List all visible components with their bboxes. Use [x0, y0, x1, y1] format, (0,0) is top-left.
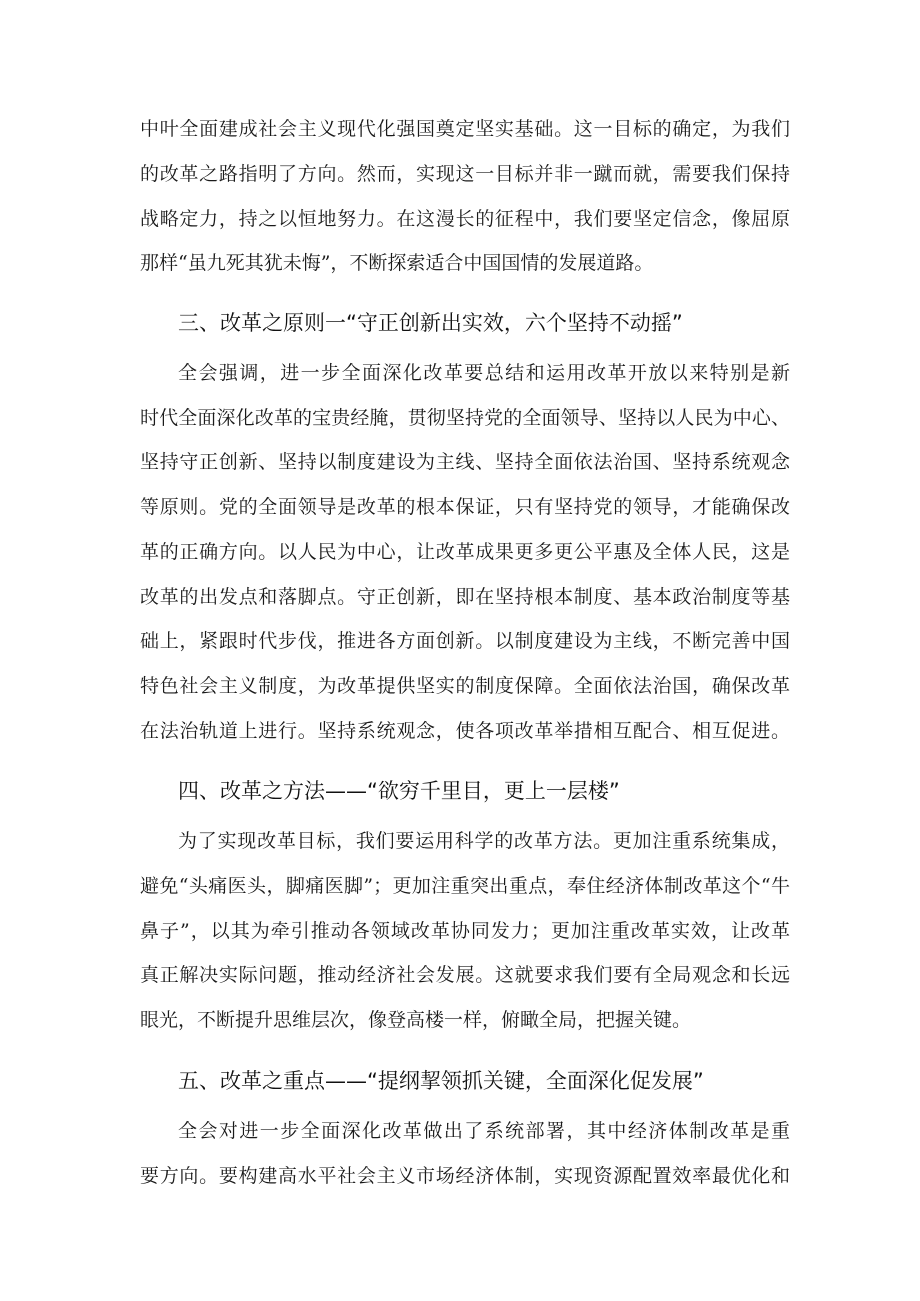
paragraph-line: 避免“头痛医头，脚痛医脚”；更加注重突出重点，奉住经济体制改革这个“牛 [140, 875, 790, 897]
paragraph-line: 那样“虽九死其犹未悔”，不断探索适合中国国情的发展道路。 [140, 252, 654, 274]
paragraph-line: 坚持守正创新、坚持以制度建设为主线、坚持全面依法治国、坚持系统观念 [140, 451, 790, 473]
paragraph-line: 革的正确方向。以人民为中心，让改革成果更多更公平惠及全体人民，这是 [140, 541, 790, 563]
paragraph-line: 中叶全面建成社会主义现代化强国奠定坚实基础。这一目标的确定，为我们 [140, 118, 790, 140]
paragraph-line: 要方向。要构建高水平社会主义市场经济体制，实现资源配置效率最优化和 [140, 1165, 790, 1187]
paragraph-line: 等原则。党的全面领导是改革的根本保证，只有坚持党的领导，才能确保改 [140, 496, 790, 518]
paragraph-line: 改革的出发点和落脚点。守正创新，即在坚持根本制度、基本政治制度等基 [140, 586, 790, 608]
paragraph-line: 础上，紧跟时代步伐，推进各方面创新。以制度建设为主线，不断完善中国 [140, 630, 790, 652]
paragraph-line: 真正解决实际问题，推动经济社会发展。这就要求我们要有全局观念和长远 [140, 964, 790, 986]
paragraph-line: 鼻子”，以其为牵引推动各领域改革协同发力；更加注重改革实效，让改革 [140, 920, 790, 942]
paragraph-line: 特色社会主义制度，为改革提供坚实的制度保障。全面依法治国，确保改革 [140, 675, 790, 697]
section-heading-4: 四、改革之方法——“欲穷千里目，更上一层楼” [178, 779, 620, 803]
paragraph-line: 在法治轨道上进行。坚持系统观念，使各项改革举措相互配合、相互促进。 [140, 720, 790, 742]
section-heading-5: 五、改革之重点——“提纲挈领抓关键，全面深化促发展” [178, 1069, 704, 1093]
paragraph-line: 全会对进一步全面深化改革做出了系统部署，其中经济体制改革是重 [178, 1120, 790, 1142]
paragraph-line: 全会强调，进一步全面深化改革要总结和运用改革开放以来特别是新 [178, 362, 790, 384]
paragraph-line: 战略定力，持之以恒地努力。在这漫长的征程中，我们要坚定信念，像屈原 [140, 208, 790, 230]
paragraph-line: 时代全面深化改革的宝贵经腌，贯彻坚持党的全面领导、坚持以人民为中心、 [140, 407, 790, 429]
paragraph-line: 为了实现改革目标，我们要运用科学的改革方法。更加注重系统集成， [178, 830, 790, 852]
paragraph-line: 的改革之路指明了方向。然而，实现这一目标并非一蹴而就，需要我们保持 [140, 163, 790, 185]
paragraph-line: 眼光，不断提升思维层次，像登高楼一样，俯瞰全局，把握关键。 [140, 1009, 692, 1031]
section-heading-3: 三、改革之原则一“守正创新出实效，六个坚持不动摇” [178, 311, 683, 335]
